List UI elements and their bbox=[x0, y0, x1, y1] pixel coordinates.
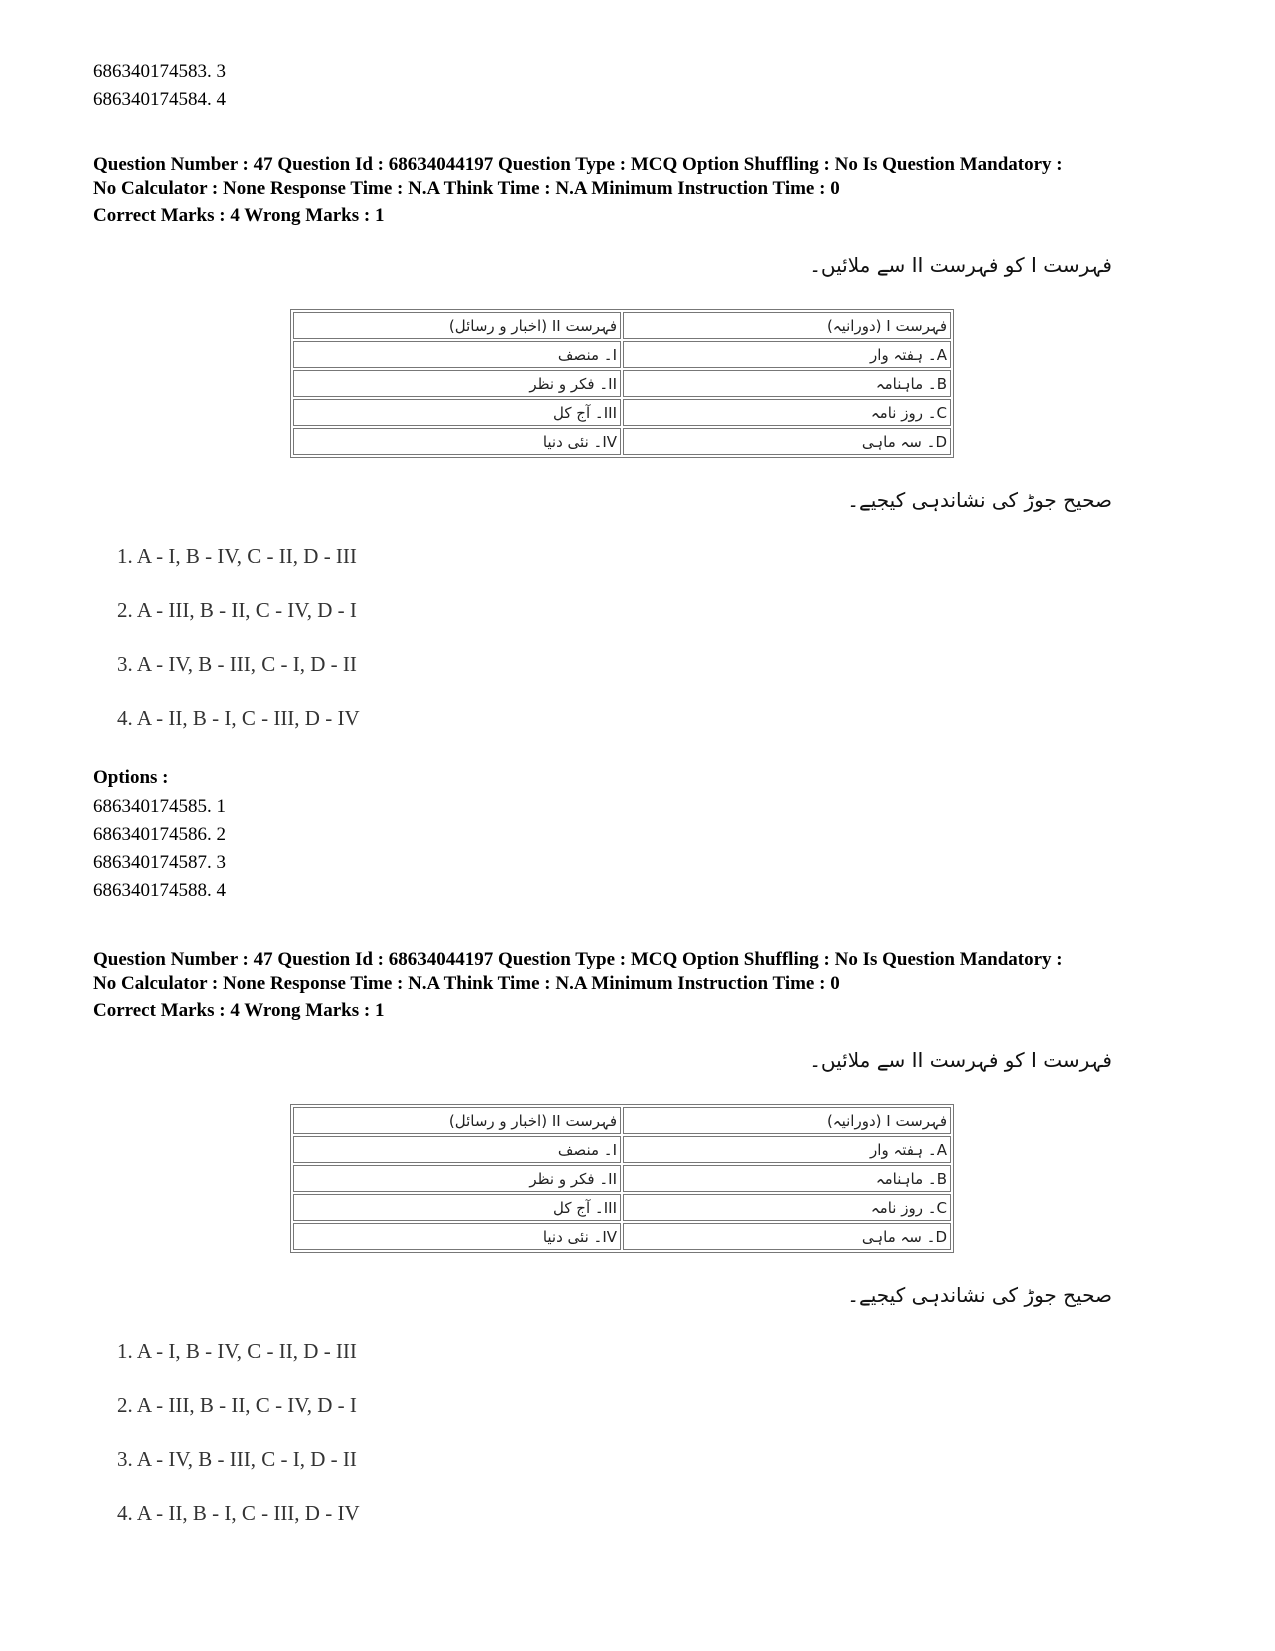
table-cell: C۔ روز نامہ bbox=[623, 1194, 951, 1221]
option-id-line: 686340174586. 2 bbox=[93, 824, 226, 845]
answer-choice: 1. A - I, B - IV, C - II, D - III bbox=[117, 544, 357, 568]
option-id-line: 686340174587. 3 bbox=[93, 852, 226, 873]
table-cell: A۔ ہفتہ وار bbox=[623, 341, 951, 368]
table-cell: D۔ سہ ماہی bbox=[623, 1223, 951, 1250]
question-header-line: No Calculator : None Response Time : N.A Think Time : N.A Minimum Instruction Time : 0 bbox=[93, 178, 840, 199]
option-id-line: 686340174583. 3 bbox=[93, 61, 226, 82]
table-cell: IV۔ نئی دنیا bbox=[293, 428, 621, 455]
urdu-prompt: صحیح جوڑ کی نشاندہی کیجیے۔ bbox=[847, 488, 1112, 512]
marks-line: Correct Marks : 4 Wrong Marks : 1 bbox=[93, 1000, 385, 1021]
option-id-line: 686340174584. 4 bbox=[93, 89, 226, 110]
table-cell: IV۔ نئی دنیا bbox=[293, 1223, 621, 1250]
table-cell: C۔ روز نامہ bbox=[623, 399, 951, 426]
option-id-line: 686340174585. 1 bbox=[93, 796, 226, 817]
urdu-prompt: صحیح جوڑ کی نشاندہی کیجیے۔ bbox=[847, 1283, 1112, 1307]
answer-choice: 3. A - IV, B - III, C - I, D - II bbox=[117, 1447, 357, 1471]
answer-choice: 4. A - II, B - I, C - III, D - IV bbox=[117, 706, 360, 730]
table-row bbox=[293, 428, 951, 455]
table-cell: فہرست I (دورانیہ) bbox=[623, 1107, 951, 1134]
table-cell: فہرست II (اخبار و رسائل) bbox=[293, 312, 621, 339]
table-cell: فہرست II (اخبار و رسائل) bbox=[293, 1107, 621, 1134]
question-header-line: No Calculator : None Response Time : N.A Think Time : N.A Minimum Instruction Time : 0 bbox=[93, 973, 840, 994]
answer-choice: 2. A - III, B - II, C - IV, D - I bbox=[117, 598, 357, 622]
answer-choice: 1. A - I, B - IV, C - II, D - III bbox=[117, 1339, 357, 1363]
options-label: Options : bbox=[93, 767, 169, 788]
question-header bbox=[93, 948, 1213, 996]
table-cell: فہرست I (دورانیہ) bbox=[623, 312, 951, 339]
table-row bbox=[293, 1194, 951, 1221]
table-row bbox=[293, 1136, 951, 1163]
table-row bbox=[293, 1165, 951, 1192]
table-header-row bbox=[293, 312, 951, 339]
match-table bbox=[290, 309, 954, 458]
table-row bbox=[293, 399, 951, 426]
question-header-line: Question Number : 47 Question Id : 68634044197 Question Type : MCQ Option Shuffling : No Is Question Mandatory : bbox=[93, 949, 1063, 970]
table-cell: I۔ منصف bbox=[293, 1136, 621, 1163]
urdu-instruction: فہرست I کو فہرست II سے ملائیں۔ bbox=[809, 253, 1112, 277]
question-header bbox=[93, 153, 1213, 201]
answer-choice: 3. A - IV, B - III, C - I, D - II bbox=[117, 652, 357, 676]
table-cell: A۔ ہفتہ وار bbox=[623, 1136, 951, 1163]
table-cell: II۔ فکر و نظر bbox=[293, 1165, 621, 1192]
match-table bbox=[290, 1104, 954, 1253]
table-cell: D۔ سہ ماہی bbox=[623, 428, 951, 455]
table-cell: B۔ ماہنامہ bbox=[623, 370, 951, 397]
table-row bbox=[293, 341, 951, 368]
option-id-line: 686340174588. 4 bbox=[93, 880, 226, 901]
table-cell: I۔ منصف bbox=[293, 341, 621, 368]
table-header-row bbox=[293, 1107, 951, 1134]
question-header-line: Question Number : 47 Question Id : 68634044197 Question Type : MCQ Option Shuffling : No Is Question Mandatory : bbox=[93, 154, 1063, 175]
answer-choice: 2. A - III, B - II, C - IV, D - I bbox=[117, 1393, 357, 1417]
table-cell: III۔ آج کل bbox=[293, 399, 621, 426]
marks-line: Correct Marks : 4 Wrong Marks : 1 bbox=[93, 205, 385, 226]
table-cell: B۔ ماہنامہ bbox=[623, 1165, 951, 1192]
table-cell: II۔ فکر و نظر bbox=[293, 370, 621, 397]
table-row bbox=[293, 1223, 951, 1250]
answer-choice: 4. A - II, B - I, C - III, D - IV bbox=[117, 1501, 360, 1525]
table-row bbox=[293, 370, 951, 397]
table-cell: III۔ آج کل bbox=[293, 1194, 621, 1221]
urdu-instruction: فہرست I کو فہرست II سے ملائیں۔ bbox=[809, 1048, 1112, 1072]
